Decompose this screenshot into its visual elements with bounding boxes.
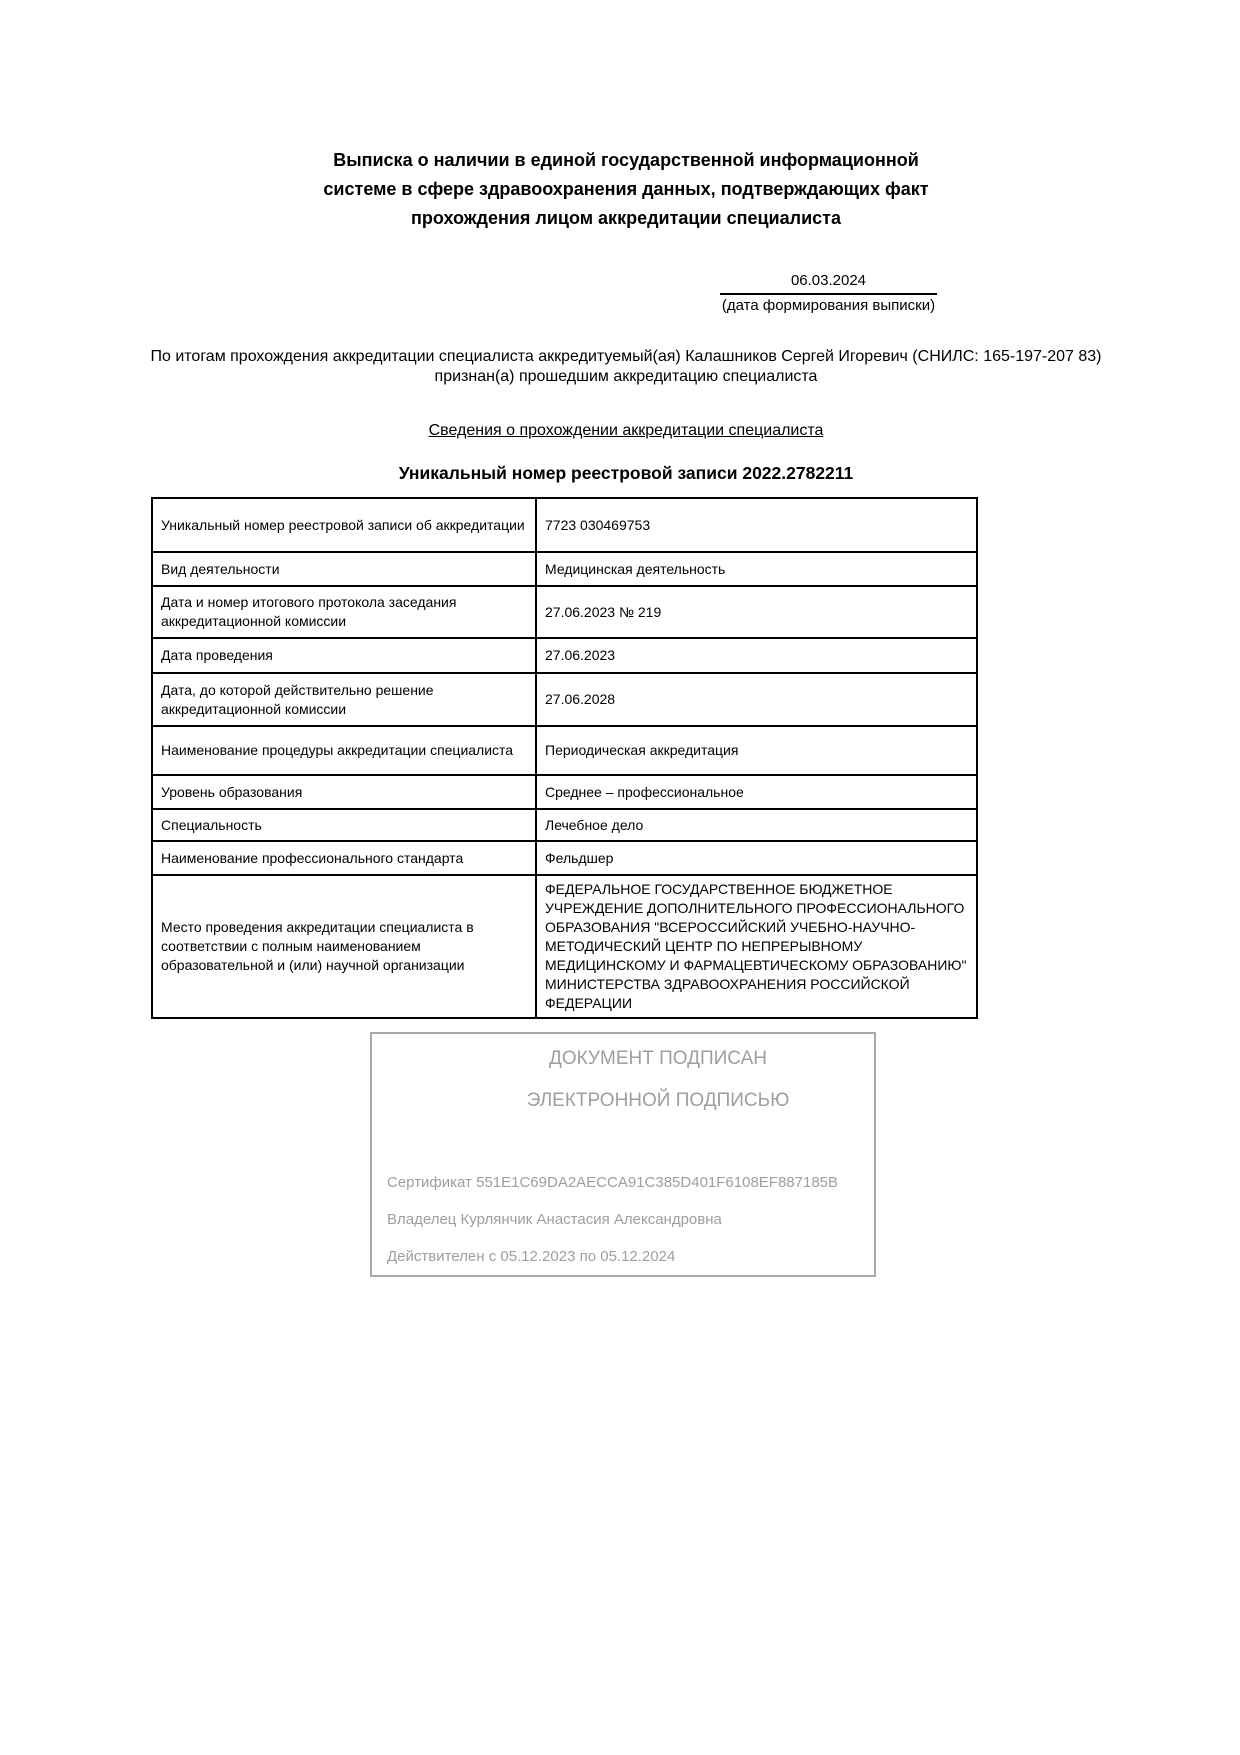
table-row	[152, 841, 977, 875]
table-row	[152, 498, 977, 552]
page-title-line-3: прохождения лицом аккредитации специалиста	[411, 208, 841, 228]
extract-date: 06.03.2024	[720, 272, 937, 295]
signature-owner: Владелец Курлянчик Анастасия Александровна	[387, 1212, 722, 1227]
table-row	[152, 809, 977, 841]
table-row	[152, 552, 977, 586]
row-value: 27.06.2023	[536, 638, 977, 673]
page-title-line-1: Выписка о наличии в единой государственной информационной	[333, 150, 919, 170]
intro-paragraph	[12, 347, 1240, 387]
accreditation-table-body	[152, 498, 977, 1018]
section-heading	[12, 422, 1240, 440]
row-value: Среднее – профессиональное	[536, 775, 977, 809]
signature-stamp-details	[387, 1175, 874, 1264]
row-label: Уникальный номер реестровой записи об аккредитации	[152, 498, 536, 552]
table-row	[152, 875, 977, 1018]
row-value: 27.06.2023 № 219	[536, 586, 977, 638]
page-title	[12, 146, 1240, 233]
row-label: Дата и номер итогового протокола заседания аккредитационной комиссии	[152, 586, 536, 638]
row-label: Специальность	[152, 809, 536, 841]
signature-title-line-1: ДОКУМЕНТ ПОДПИСАН	[549, 1048, 767, 1069]
row-value: 7723 030469753	[536, 498, 977, 552]
table-row	[152, 586, 977, 638]
row-value: Лечебное дело	[536, 809, 977, 841]
signature-validity: Действителен с 05.12.2023 по 05.12.2024	[387, 1249, 676, 1264]
row-value: Фельдшер	[536, 841, 977, 875]
row-label: Дата, до которой действительно решение аккредитационной комиссии	[152, 673, 536, 726]
page-title-line-2: системе в сфере здравоохранения данных, подтверждающих факт	[323, 179, 929, 199]
row-label: Дата проведения	[152, 638, 536, 673]
table-row	[152, 673, 977, 726]
section-heading-text: Сведения о прохождении аккредитации специалиста	[428, 422, 824, 439]
row-label: Уровень образования	[152, 775, 536, 809]
intro-line-1: По итогам прохождения аккредитации специалиста аккредитуемый(ая) Калашников Сергей Игоревич (СНИЛС: 165-197-207 83)	[150, 348, 1102, 365]
row-label: Наименование процедуры аккредитации специалиста	[152, 726, 536, 775]
signature-stamp-title	[442, 1049, 874, 1110]
accreditation-table	[151, 497, 978, 1019]
row-value: Медицинская деятельность	[536, 552, 977, 586]
table-row	[152, 726, 977, 775]
registry-number-heading: Уникальный номер реестровой записи 2022.2782211	[398, 463, 854, 483]
row-value: ФЕДЕРАЛЬНОЕ ГОСУДАРСТВЕННОЕ БЮДЖЕТНОЕ УЧРЕЖДЕНИЕ ДОПОЛНИТЕЛЬНОГО ПРОФЕССИОНАЛЬНОГО ОБРАЗОВАНИЯ "ВСЕРОССИЙСКИЙ УЧЕБНО-НАУЧНО-МЕТОДИЧЕСКИЙ ЦЕНТР ПО НЕПРЕРЫВНОМУ МЕДИЦИНСКОМУ И ФАРМАЦЕВТИЧЕСКОМУ ОБРАЗОВАНИЮ" МИНИСТЕРСТВА ЗДРАВООХРАНЕНИЯ РОССИЙСКОЙ ФЕДЕРАЦИИ	[536, 875, 977, 1018]
row-value: 27.06.2028	[536, 673, 977, 726]
signature-certificate: Сертификат 551E1C69DA2AECCA91C385D401F6108EF887185B	[387, 1175, 839, 1190]
extract-date-block	[706, 272, 951, 315]
row-value: Периодическая аккредитация	[536, 726, 977, 775]
row-label: Вид деятельности	[152, 552, 536, 586]
electronic-signature-stamp	[370, 1032, 876, 1277]
table-row	[152, 775, 977, 809]
row-label: Место проведения аккредитации специалиста в соответствии с полным наименованием образовательной и (или) научной организации	[152, 875, 536, 1018]
signature-title-line-2: ЭЛЕКТРОННОЙ ПОДПИСЬЮ	[526, 1090, 790, 1111]
table-row	[152, 638, 977, 673]
intro-line-2: признан(а) прошедшим аккредитацию специалиста	[434, 368, 818, 385]
extract-date-caption: (дата формирования выписки)	[721, 297, 936, 314]
row-label: Наименование профессионального стандарта	[152, 841, 536, 875]
